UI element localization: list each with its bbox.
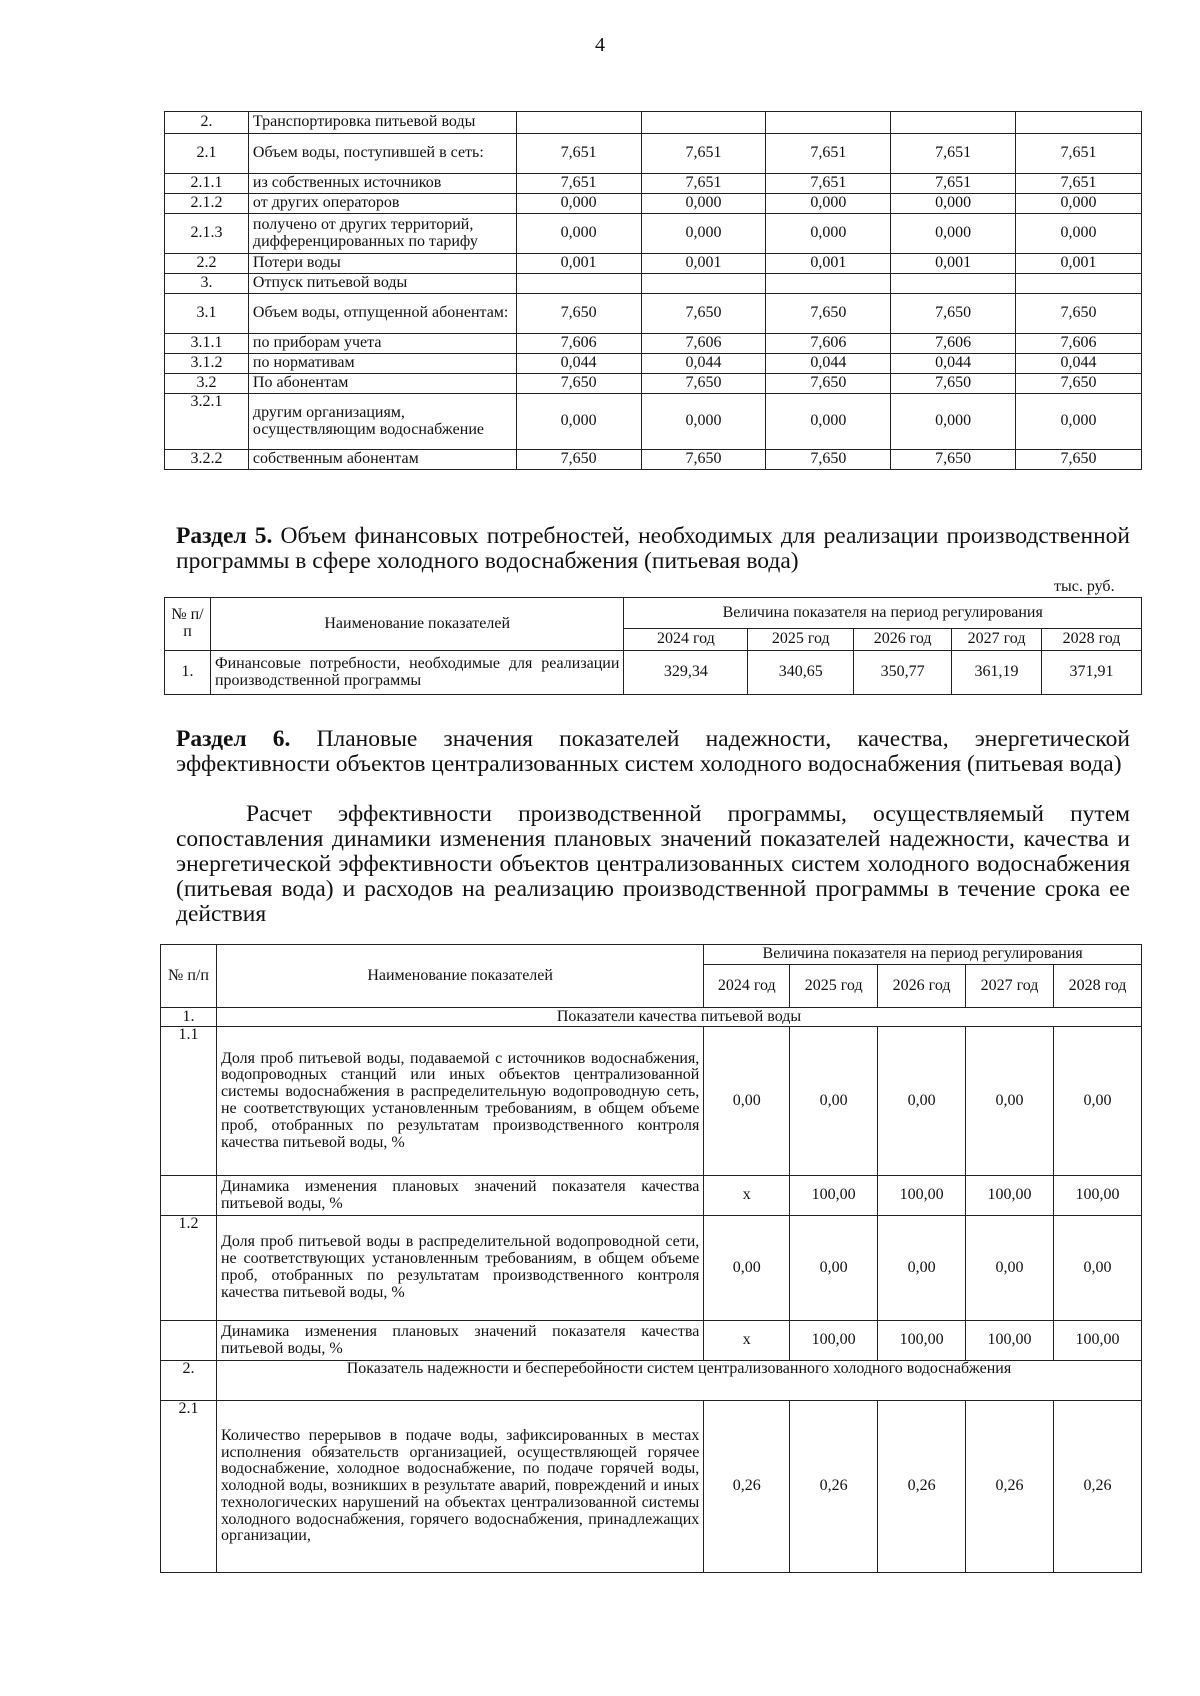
r11-value: 0,00 bbox=[1053, 1027, 1141, 1176]
row-value: 7,651 bbox=[766, 174, 891, 194]
table-row bbox=[165, 214, 1142, 254]
r11-label: Доля проб питьевой воды, подаваемой с источников водоснабжения, водопроводных станций или иных объектов централизованной системы водоснабжения в распределительную водопроводную сеть, не соответствующих установленным требованиям, в общем объеме проб, отобранных по результатам производственного контроля качества питьевой воды, % bbox=[216, 1027, 703, 1176]
r11d-value: 100,00 bbox=[966, 1176, 1054, 1216]
row-label: от других операторов bbox=[248, 194, 516, 214]
table-row bbox=[165, 134, 1142, 174]
finance-table bbox=[164, 597, 1142, 695]
ind-h-period: Величина показателя на период регулирования bbox=[704, 945, 1142, 965]
table-row bbox=[165, 334, 1142, 354]
r12d-value: 100,00 bbox=[790, 1321, 878, 1361]
row-label: по приборам учета bbox=[248, 334, 516, 354]
page-number: 4 bbox=[595, 34, 605, 56]
row-number: 3. bbox=[165, 274, 249, 294]
indicators-table bbox=[160, 944, 1142, 1573]
row-value: 0,044 bbox=[766, 354, 891, 374]
r12d-num bbox=[161, 1321, 217, 1361]
row-value: 0,044 bbox=[516, 354, 641, 374]
row-number: 3.2.1 bbox=[165, 394, 249, 450]
finance-h-name: Наименование показателей bbox=[210, 598, 623, 651]
row-value: 7,650 bbox=[641, 294, 766, 334]
r11d-value: 100,00 bbox=[790, 1176, 878, 1216]
row-value: 0,000 bbox=[1016, 214, 1142, 254]
row-value bbox=[766, 112, 891, 134]
row-value: 0,044 bbox=[891, 354, 1016, 374]
finance-value: 329,34 bbox=[624, 651, 748, 695]
row-value bbox=[766, 274, 891, 294]
r12-value: 0,00 bbox=[966, 1216, 1054, 1321]
row-value: 0,000 bbox=[891, 394, 1016, 450]
row-value: 7,651 bbox=[516, 174, 641, 194]
row-number: 3.2.2 bbox=[165, 450, 249, 470]
row-value: 0,000 bbox=[516, 194, 641, 214]
row-value: 7,650 bbox=[766, 374, 891, 394]
r11-value: 0,00 bbox=[878, 1027, 966, 1176]
water-balance-table bbox=[164, 111, 1142, 470]
row-number: 3.2 bbox=[165, 374, 249, 394]
row-value: 7,650 bbox=[1016, 450, 1142, 470]
r12d-value: 100,00 bbox=[966, 1321, 1054, 1361]
row-value: 0,000 bbox=[1016, 394, 1142, 450]
finance-value: 350,77 bbox=[854, 651, 952, 695]
row-number: 2.1.3 bbox=[165, 214, 249, 254]
r21-value: 0,26 bbox=[1053, 1401, 1141, 1573]
section5-unit: тыс. руб. bbox=[1054, 578, 1115, 595]
section6-text: Плановые значения показателей надежности, качества, энергетической эффективности объектов централизованных систем холодного водоснабжения (питьевая вода) bbox=[176, 726, 1130, 777]
row-value: 0,000 bbox=[1016, 194, 1142, 214]
row-value: 7,650 bbox=[516, 294, 641, 334]
row-label: Транспортировка питьевой воды bbox=[248, 112, 516, 134]
r21-label: Количество перерывов в подаче воды, зафиксированных в местах исполнения обязательств организацией, осуществляющей горячее водоснабжение, холодное водоснабжение, по подаче горячей воды, холодной воды, возникших в результате аварий, повреждений и иных технологических нарушений на объектах централизованной системы холодного водоснабжения, горячего водоснабжения, принадлежащих организации, bbox=[216, 1401, 703, 1573]
row-number: 2.1.2 bbox=[165, 194, 249, 214]
row-value: 7,650 bbox=[891, 294, 1016, 334]
row-value: 7,606 bbox=[641, 334, 766, 354]
table-row bbox=[165, 374, 1142, 394]
r11d-value: х bbox=[704, 1176, 790, 1216]
r12-value: 0,00 bbox=[790, 1216, 878, 1321]
row-value: 0,044 bbox=[1016, 354, 1142, 374]
table-row bbox=[165, 112, 1142, 134]
row-value: 7,606 bbox=[766, 334, 891, 354]
row-value: 7,606 bbox=[891, 334, 1016, 354]
row-value: 7,606 bbox=[516, 334, 641, 354]
row-label: собственным абонентам bbox=[248, 450, 516, 470]
row-value: 0,001 bbox=[1016, 254, 1142, 274]
section6-bold: Раздел 6. bbox=[176, 726, 291, 752]
row-value: 7,650 bbox=[1016, 374, 1142, 394]
finance-year: 2028 год bbox=[1042, 629, 1142, 651]
row-value bbox=[641, 274, 766, 294]
row-value: 7,606 bbox=[1016, 334, 1142, 354]
r21-value: 0,26 bbox=[878, 1401, 966, 1573]
row-value: 7,651 bbox=[516, 134, 641, 174]
row-number: 3.1.2 bbox=[165, 354, 249, 374]
finance-year: 2024 год bbox=[624, 629, 748, 651]
ind-h-num: № п/п bbox=[161, 945, 217, 1008]
row-value: 0,044 bbox=[641, 354, 766, 374]
r12-value: 0,00 bbox=[704, 1216, 790, 1321]
row-label: получено от других территорий, дифференцированных по тарифу bbox=[248, 214, 516, 254]
group1-label: Показатели качества питьевой воды bbox=[216, 1008, 1141, 1027]
r21-value: 0,26 bbox=[966, 1401, 1054, 1573]
finance-h-num: № п/п bbox=[165, 598, 211, 651]
row-value: 7,651 bbox=[766, 134, 891, 174]
row-value: 0,000 bbox=[516, 394, 641, 450]
row-value: 7,650 bbox=[641, 450, 766, 470]
row-value bbox=[641, 112, 766, 134]
row-value: 7,650 bbox=[891, 374, 1016, 394]
row-number: 3.1.1 bbox=[165, 334, 249, 354]
ind-year: 2026 год bbox=[878, 965, 966, 1008]
r11d-value: 100,00 bbox=[878, 1176, 966, 1216]
r11d-num bbox=[161, 1176, 217, 1216]
row-value: 7,650 bbox=[766, 294, 891, 334]
row-value: 7,651 bbox=[891, 174, 1016, 194]
r11-value: 0,00 bbox=[790, 1027, 878, 1176]
finance-row-label: Финансовые потребности, необходимые для реализации производственной программы bbox=[210, 651, 623, 695]
row-value: 7,650 bbox=[516, 450, 641, 470]
row-value: 0,001 bbox=[766, 254, 891, 274]
r12d-label: Динамика изменения плановых значений показателя качества питьевой воды, % bbox=[216, 1321, 703, 1361]
row-value: 7,651 bbox=[641, 134, 766, 174]
row-number: 2.1 bbox=[165, 134, 249, 174]
table-row bbox=[165, 274, 1142, 294]
section5-bold: Раздел 5. bbox=[176, 523, 273, 549]
table-row bbox=[165, 354, 1142, 374]
r12-label: Доля проб питьевой воды в распределительной водопроводной сети, не соответствующих установленным требованиям, в общем объеме проб, отобранных по результатам производственного контроля качества питьевой воды, % bbox=[216, 1216, 703, 1321]
row-value: 0,000 bbox=[641, 194, 766, 214]
row-value: 7,650 bbox=[891, 450, 1016, 470]
r21-num: 2.1 bbox=[161, 1401, 217, 1573]
finance-year: 2027 год bbox=[952, 629, 1042, 651]
ind-year: 2027 год bbox=[966, 965, 1054, 1008]
row-value: 0,001 bbox=[516, 254, 641, 274]
finance-year: 2025 год bbox=[748, 629, 854, 651]
r11-value: 0,00 bbox=[704, 1027, 790, 1176]
row-label: Отпуск питьевой воды bbox=[248, 274, 516, 294]
table-row bbox=[165, 174, 1142, 194]
row-value: 0,001 bbox=[891, 254, 1016, 274]
row-value bbox=[516, 112, 641, 134]
row-label: Объем воды, отпущенной абонентам: bbox=[248, 294, 516, 334]
row-label: По абонентам bbox=[248, 374, 516, 394]
finance-h-period: Величина показателя на период регулирования bbox=[624, 598, 1142, 629]
row-label: из собственных источников bbox=[248, 174, 516, 194]
row-value: 0,000 bbox=[766, 214, 891, 254]
table-row bbox=[165, 450, 1142, 470]
r11d-label: Динамика изменения плановых значений показателя качества питьевой воды, % bbox=[216, 1176, 703, 1216]
r21-value: 0,26 bbox=[790, 1401, 878, 1573]
row-value: 7,650 bbox=[766, 450, 891, 470]
row-value bbox=[1016, 274, 1142, 294]
r12d-value: 100,00 bbox=[878, 1321, 966, 1361]
r12-value: 0,00 bbox=[878, 1216, 966, 1321]
section6-paragraph: Расчет эффективности производственной программы, осуществляемый путем сопоставления динамики изменения плановых значений показателей надежности, качества и энергетической эффективности объектов централизованных систем холодного водоснабжения (питьевая вода) и расходов на реализацию производственной программы в течение срока ее действия bbox=[176, 801, 1130, 927]
row-number: 2.1.1 bbox=[165, 174, 249, 194]
row-value: 7,651 bbox=[891, 134, 1016, 174]
row-value: 7,651 bbox=[641, 174, 766, 194]
group2-label: Показатель надежности и бесперебойности систем централизованного холодного водоснабжения bbox=[216, 1361, 1141, 1401]
finance-year: 2026 год bbox=[854, 629, 952, 651]
ind-year: 2025 год bbox=[790, 965, 878, 1008]
r12-value: 0,00 bbox=[1053, 1216, 1141, 1321]
row-value bbox=[891, 274, 1016, 294]
row-value: 0,001 bbox=[641, 254, 766, 274]
ind-year: 2024 год bbox=[704, 965, 790, 1008]
table-row bbox=[165, 194, 1142, 214]
row-label: по нормативам bbox=[248, 354, 516, 374]
row-value: 7,651 bbox=[1016, 134, 1142, 174]
finance-row-num: 1. bbox=[165, 651, 211, 695]
group1-num: 1. bbox=[161, 1008, 217, 1027]
row-value: 7,651 bbox=[1016, 174, 1142, 194]
row-value bbox=[516, 274, 641, 294]
table-row bbox=[165, 394, 1142, 450]
finance-value: 371,91 bbox=[1042, 651, 1142, 695]
row-value: 0,000 bbox=[516, 214, 641, 254]
row-value: 7,650 bbox=[516, 374, 641, 394]
row-value: 0,000 bbox=[891, 214, 1016, 254]
row-value: 0,000 bbox=[641, 214, 766, 254]
section6-heading bbox=[176, 727, 1130, 777]
ind-year: 2028 год bbox=[1053, 965, 1141, 1008]
r11-num: 1.1 bbox=[161, 1027, 217, 1176]
row-number: 2. bbox=[165, 112, 249, 134]
row-label: Объем воды, поступившей в сеть: bbox=[248, 134, 516, 174]
row-value bbox=[891, 112, 1016, 134]
row-number: 3.1 bbox=[165, 294, 249, 334]
r21-value: 0,26 bbox=[704, 1401, 790, 1573]
row-value: 0,000 bbox=[641, 394, 766, 450]
table-row bbox=[165, 254, 1142, 274]
ind-h-name: Наименование показателей bbox=[216, 945, 703, 1008]
row-label: Потери воды bbox=[248, 254, 516, 274]
r12-num: 1.2 bbox=[161, 1216, 217, 1321]
r12d-value: х bbox=[704, 1321, 790, 1361]
finance-value: 361,19 bbox=[952, 651, 1042, 695]
section5-heading bbox=[176, 524, 1130, 574]
table-row bbox=[165, 294, 1142, 334]
row-value: 0,000 bbox=[891, 194, 1016, 214]
finance-value: 340,65 bbox=[748, 651, 854, 695]
section5-text: Объем финансовых потребностей, необходимых для реализации производственной программы в сфере холодного водоснабжения (питьевая вода) bbox=[176, 523, 1130, 574]
row-value: 7,650 bbox=[1016, 294, 1142, 334]
row-value: 0,000 bbox=[766, 394, 891, 450]
row-value: 0,000 bbox=[766, 194, 891, 214]
row-number: 2.2 bbox=[165, 254, 249, 274]
row-value bbox=[1016, 112, 1142, 134]
row-label: другим организациям, осуществляющим водоснабжение bbox=[248, 394, 516, 450]
group2-num: 2. bbox=[161, 1361, 217, 1401]
r12d-value: 100,00 bbox=[1053, 1321, 1141, 1361]
r11d-value: 100,00 bbox=[1053, 1176, 1141, 1216]
r11-value: 0,00 bbox=[966, 1027, 1054, 1176]
row-value: 7,650 bbox=[641, 374, 766, 394]
